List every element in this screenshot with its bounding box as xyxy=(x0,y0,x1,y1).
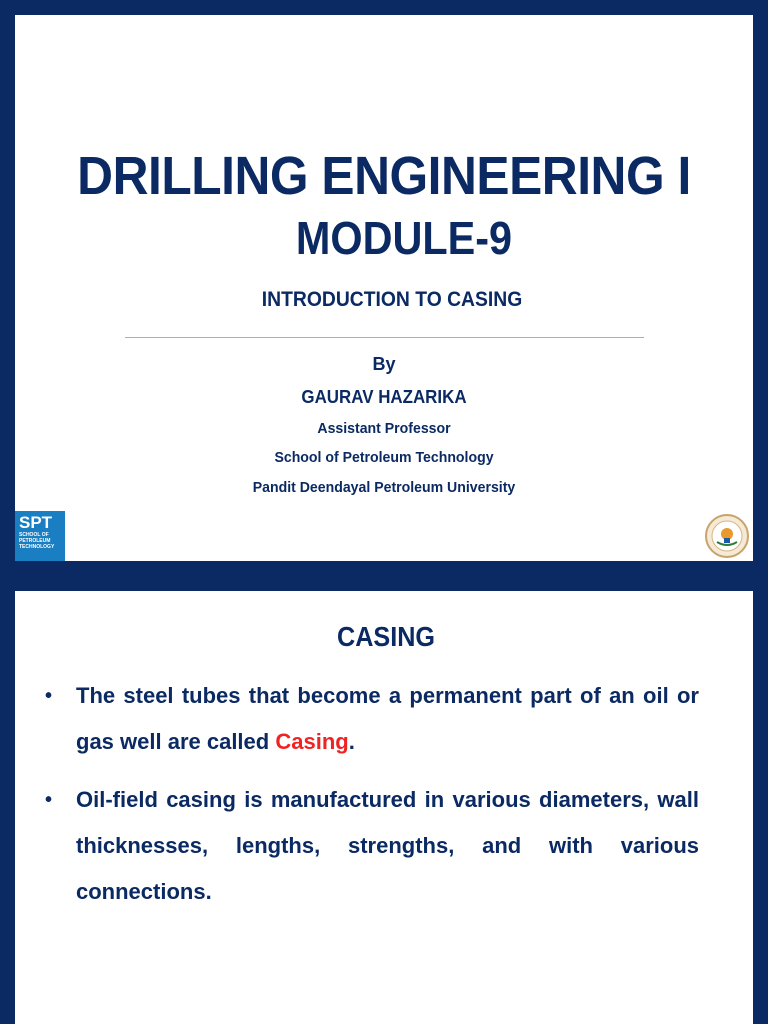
author-role: Assistant Professor xyxy=(317,420,451,437)
bullet2-text: Oil-field casing is manufactured in various diameters, wall thicknesses, lengths, strengths, and with various connections. xyxy=(76,787,699,904)
bullet1-text: The steel tubes that become a permanent part of an oil or gas well are called xyxy=(76,683,699,754)
bullet1-end: . xyxy=(348,729,355,754)
list-item xyxy=(45,673,699,765)
casing-heading: CASING xyxy=(336,621,436,652)
slide-title: DRILLING ENGINEERING I xyxy=(77,146,691,206)
seal-icon xyxy=(704,513,750,559)
module-label: MODULE-9 xyxy=(295,212,513,264)
spt-logo-line3: TECHNOLOGY xyxy=(19,544,55,550)
bullet-icon: • xyxy=(45,685,53,707)
university-name: Pandit Deendayal Petroleum University xyxy=(252,479,516,496)
spt-logo-line1: SCHOOL OF xyxy=(19,532,49,538)
by-label: By xyxy=(372,354,396,374)
slide-subtitle: INTRODUCTION TO CASING xyxy=(261,288,523,311)
casing-highlight: Casing xyxy=(275,729,349,754)
list-item xyxy=(45,777,699,915)
bullet-icon: • xyxy=(45,789,53,811)
divider-line xyxy=(125,337,644,338)
spt-logo xyxy=(15,511,65,561)
title-slide xyxy=(15,15,753,561)
author-name: GAURAV HAZARIKA xyxy=(301,387,467,407)
content-slide xyxy=(15,591,753,1024)
school-name: School of Petroleum Technology xyxy=(274,449,494,466)
spt-logo-line2: PETROLEUM xyxy=(19,538,51,544)
bullet-list xyxy=(45,673,699,927)
spt-logo-text: SPT xyxy=(19,513,53,532)
